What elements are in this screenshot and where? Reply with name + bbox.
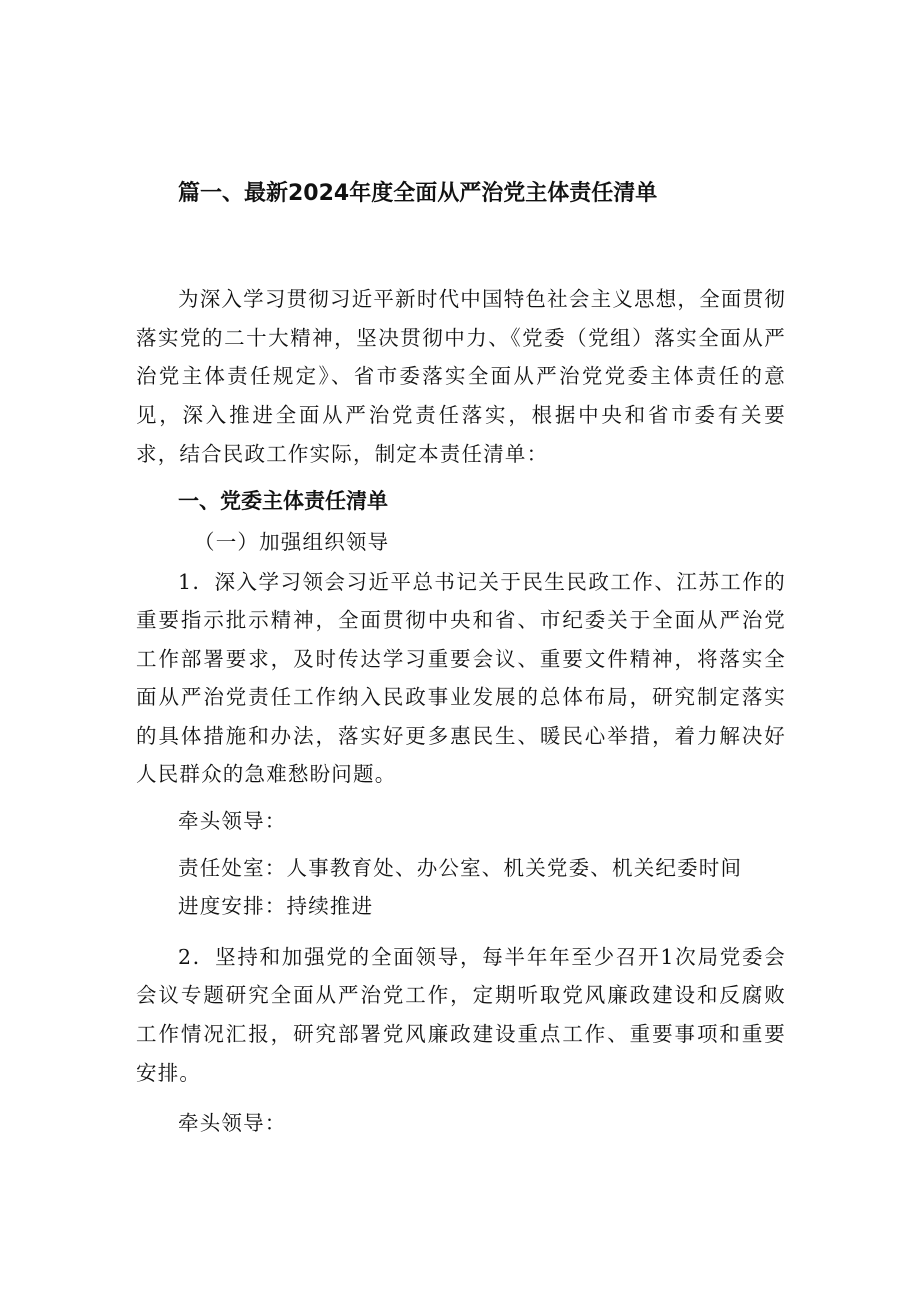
intro-paragraph: 为深入学习贯彻习近平新时代中国特色社会主义思想，全面贯彻落实党的二十大精神，坚决贯彻中力、《党委（党组）落实全面从严治党主体责任规定》、省市委落实全面从严治党党委主体责任的意见，深入推进全面从严治党责任落实，根据中央和省市委有关要求，结合民政工作实际，制定本责任清单：	[136, 287, 786, 466]
schedule: 进度安排：持续推进	[178, 894, 374, 919]
responsible-office: 责任处室：人事教育处、办公室、机关党委、机关纪委时间	[178, 855, 743, 880]
lead-leader-label: 牵头领导：	[178, 1111, 287, 1136]
document-title: 篇一、最新2024年度全面从严治党主体责任清单	[178, 181, 658, 206]
section-heading: 一、党委主体责任清单	[178, 488, 388, 513]
lead-leader-label: 牵头领导：	[178, 809, 287, 834]
subsection-heading: （一）加强组织领导	[194, 529, 390, 554]
list-item-text: 1．深入学习领会习近平总书记关于民生民政工作、江苏工作的重要指示批示精神，全面贯彻中央和省、市纪委关于全面从严治党工作部署要求，及时传达学习重要会议、重要文件精神，将落实全面从严治党责任工作纳入民政事业发展的总体布局，研究制定落实的具体措施和办法，落实好更多惠民生、暖民心举措，着力解决好人民群众的急难愁盼问题。	[136, 569, 786, 787]
list-item-text: 2．坚持和加强党的全面领导，每半年年至少召开1次局党委会会议专题研究全面从严治党工作，定期听取党风廉政建设和反腐败工作情况汇报，研究部署党风廉政建设重点工作、重要事项和重要安排。	[136, 944, 786, 1085]
document-body	[136, 280, 786, 1143]
